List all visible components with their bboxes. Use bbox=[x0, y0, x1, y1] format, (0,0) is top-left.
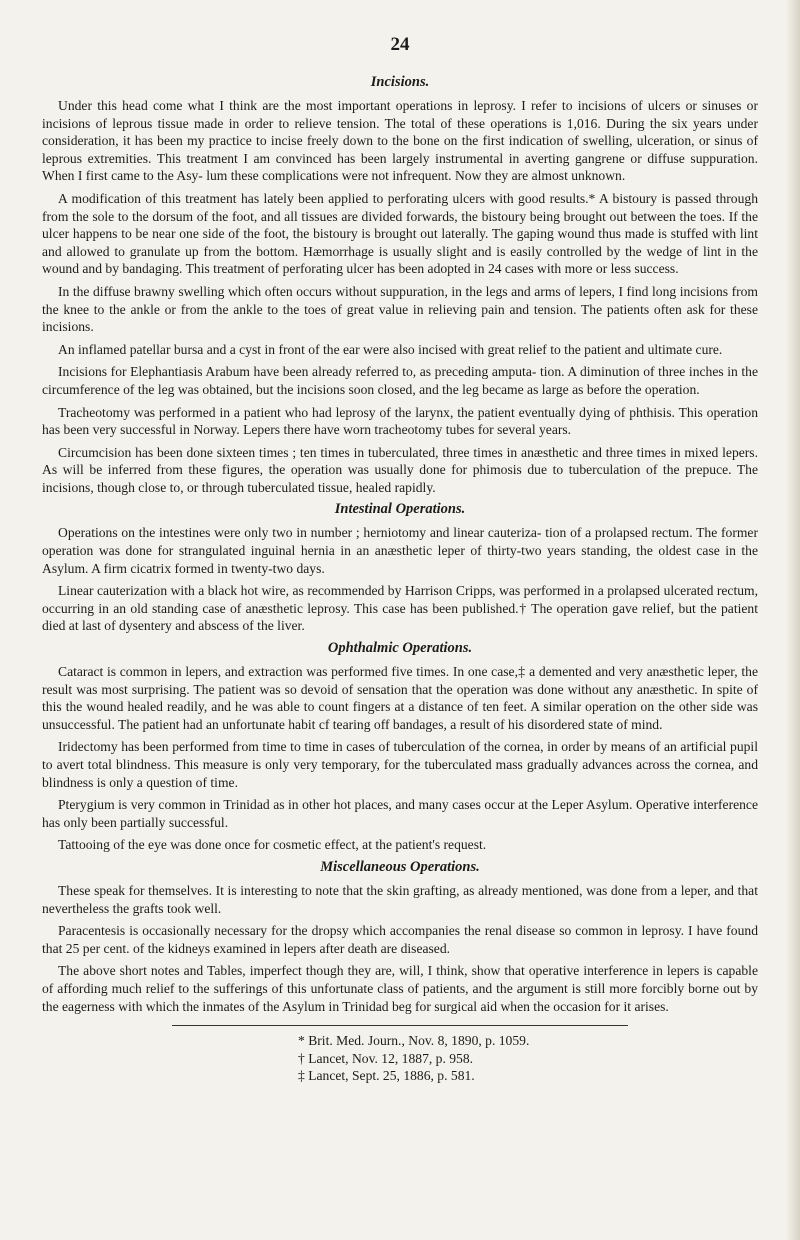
section-ophthalmic-operations bbox=[42, 640, 758, 854]
paragraph: Circumcision has been done sixteen times ; ten times in tuberculated, three times in anæsthetic and three times in mixed lepers. As will be inferred from these figures, the operation was usually done for phimosis due to tuberculation of the prepuce. The incisions, though close to, or through tuberculated tissue, healed rapidly. bbox=[42, 444, 758, 495]
paragraph: A modification of this treatment has lately been applied to perforating ulcers with good results.* A bistoury is passed through from the sole to the dorsum of the foot, and all tissues are divided forwards, the bistoury being brought out between the toes. If the ulcer happens to be near one side of the foot, the bistoury is brought out laterally. The gaping wound thus made is stuffed with lint and allowed to granulate up from the bottom. Hæmorrhage is usually slight and is easily controlled by the wedge of lint in the wound and by bandaging. This treatment of perforating ulcer has been adopted in 24 cases with more or less success. bbox=[42, 190, 758, 277]
paragraph: The above short notes and Tables, imperfect though they are, will, I think, show that operative interference in lepers is capable of affording much relief to the sufferings of this unfortunate class of patients, and the argument is still more forcibly borne out by the eagerness with which the inmates of the Asylum in Trinidad beg for surgical aid when the occasion for it arises. bbox=[42, 963, 758, 1014]
paragraph: Tracheotomy was performed in a patient who had leprosy of the larynx, the patient eventually dying of phthisis. This operation has been very successful in Norway. Lepers there have worn tracheotomy tubes for several years. bbox=[42, 404, 758, 438]
paragraph: Linear cauterization with a black hot wire, as recommended by Harrison Cripps, was performed in a prolapsed ulcerated rectum, occurring in an old standing case of anæsthetic leprosy. This case has been published.† The operation gave relief, but the patient died at last of dysentery and abscess of the liver. bbox=[42, 583, 758, 634]
paragraph: Operations on the intestines were only two in number ; herniotomy and linear cauteriza- tion of a prolapsed rectum. The former operation was done for strangulated inguinal hernia in an anæsthetic leper of thirty-two years standing, the oldest case in the Asylum. A firm cicatrix formed in twenty-two days. bbox=[42, 525, 758, 576]
document-page bbox=[42, 34, 758, 1085]
footnote-divider bbox=[172, 1025, 628, 1026]
paragraph: In the diffuse brawny swelling which often occurs without suppuration, in the legs and arms of lepers, I find long incisions from the knee to the ankle or from the ankle to the toes of great value in relieving pain and tension. The patients often ask for these incisions. bbox=[42, 283, 758, 335]
footnote: ‡ Lancet, Sept. 25, 1886, p. 581. bbox=[298, 1068, 475, 1084]
paragraph: An inflamed patellar bursa and a cyst in front of the ear were also incised with great relief to the patient and ultimate cure. bbox=[58, 341, 723, 357]
section-heading: Incisions. bbox=[370, 74, 430, 90]
footnotes bbox=[42, 1032, 758, 1085]
paragraph: Cataract is common in lepers, and extraction was performed five times. In one case,‡ a demented and very anæsthetic leper, the result was most surprising. The patient was so devoid of sensation that the operation was done without any anæsthetic. In spite of this the wound healed readily, and he was able to count fingers at a distance of ten feet. A similar operation on the other side was unsuccessful. The patient had an unfortunate habit cf tearing off bandages, a result of his disordered state of mind. bbox=[42, 664, 758, 732]
section-miscellaneous-operations bbox=[42, 859, 758, 1015]
paragraph: Pterygium is very common in Trinidad as in other hot places, and many cases occur at the Leper Asylum. Operative interference has only been partially successful. bbox=[42, 797, 758, 830]
section-heading: Intestinal Operations. bbox=[334, 501, 466, 518]
section-heading: Ophthalmic Operations. bbox=[327, 640, 473, 657]
section-intestinal-operations bbox=[42, 501, 758, 635]
paragraph: Incisions for Elephantiasis Arabum have been already referred to, as preceding amputa- tion. A diminution of three inches in the circumference of the leg was obtained, but the incisions soon closed, and the leg became as large as before the operation. bbox=[42, 364, 758, 397]
paragraph: Under this head come what I think are the most important operations in leprosy. I refer to incisions of ulcers or sinuses or incisions of leprous tissue made in order to relieve tension. The total of these operations is 1,016. During the six years under consideration, it has been my practice to incise freely down to the bone on the first indication of swelling, ulceration, or sinus of leprous extremities. This treatment I am convinced has been largely instrumental in averting gangrene or diffuse suppuration. When I first came to the Asy- lum these complications were not infrequent. Now they are almost unknown. bbox=[42, 98, 758, 184]
page-edge-shadow bbox=[786, 0, 800, 1240]
section-heading: Miscellaneous Operations. bbox=[320, 858, 480, 875]
paragraph: These speak for themselves. It is interesting to note that the skin grafting, as already mentioned, was done from a leper, and that nevertheless the grafts took well. bbox=[42, 882, 758, 916]
footnote: * Brit. Med. Journ., Nov. 8, 1890, p. 1059. bbox=[298, 1033, 530, 1049]
paragraph: Tattooing of the eye was done once for cosmetic effect, at the patient's request. bbox=[58, 837, 487, 853]
footnote: † Lancet, Nov. 12, 1887, p. 958. bbox=[298, 1050, 474, 1066]
paragraph: Iridectomy has been performed from time to time in cases of tuberculation of the cornea, in order by means of an artificial pupil to avert total blindness. This measure is only very temporary, for the tuberculated mass gradually advances across the cornea, and blindness is only a question of time. bbox=[42, 739, 758, 790]
page-number: 24 bbox=[390, 34, 410, 55]
paragraph: Paracentesis is occasionally necessary for the dropsy which accompanies the renal disease so common in leprosy. I have found that 25 per cent. of the kidneys examined in lepers after death are diseased. bbox=[42, 923, 758, 956]
section-incisions bbox=[42, 74, 758, 496]
